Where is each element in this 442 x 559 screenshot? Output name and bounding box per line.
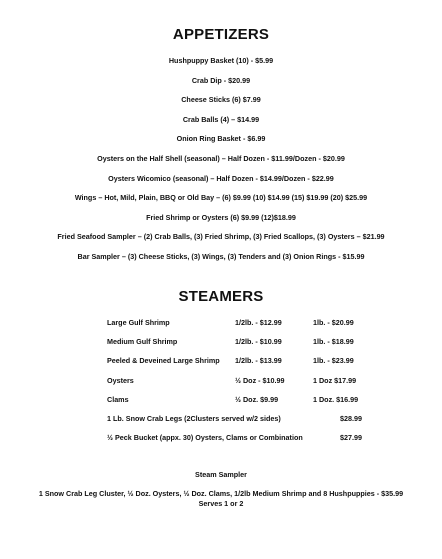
- steamer-half-price: 1/2lb. - $12.99: [235, 318, 282, 327]
- steamer-half-price: 1/2lb. - $10.99: [235, 337, 282, 346]
- steamer-row: [0, 356, 442, 368]
- appetizer-item: Bar Sampler – (3) Cheese Sticks, (3) Wings, (3) Tenders and (3) Onion Rings - $15.99: [77, 252, 365, 261]
- steamer-name: Clams: [107, 395, 129, 404]
- steamer-price: $28.99: [340, 414, 362, 423]
- steamer-name: Oysters: [107, 376, 134, 385]
- steamer-name: Large Gulf Shrimp: [107, 318, 170, 327]
- steamer-name: Medium Gulf Shrimp: [107, 337, 178, 346]
- appetizer-item: Crab Balls (4) – $14.99: [182, 115, 260, 124]
- steam-sampler-title: Steam Sampler: [195, 470, 247, 479]
- appetizer-item: Onion Ring Basket - $6.99: [176, 134, 266, 143]
- appetizer-item: Fried Shrimp or Oysters (6) $9.99 (12)$18.99: [146, 213, 296, 222]
- appetizer-item: Crab Dip - $20.99: [191, 76, 251, 85]
- appetizer-item: Hushpuppy Basket (10) - $5.99: [168, 56, 274, 65]
- steamer-row: [0, 414, 442, 426]
- steamer-name: 1 Lb. Snow Crab Legs (2Clusters served w/2 sides): [107, 414, 281, 423]
- steamer-price: $27.99: [340, 433, 362, 442]
- steamer-name: Peeled & Deveined Large Shrimp: [107, 356, 220, 365]
- appetizer-item: Wings – Hot, Mild, Plain, BBQ or Old Bay – (6) $9.99 (10) $14.99 (15) $19.99 (20) $25.99: [74, 193, 368, 202]
- steamer-row: [0, 337, 442, 349]
- steamer-full-price: 1lb. - $23.99: [313, 356, 354, 365]
- appetizer-item: Cheese Sticks (6) $7.99: [181, 95, 261, 104]
- steamers-title: STEAMERS: [178, 288, 264, 305]
- steamer-half-price: ½ Doz - $10.99: [235, 376, 285, 385]
- steamer-row: [0, 376, 442, 388]
- appetizer-item: Oysters on the Half Shell (seasonal) – Half Dozen - $11.99/Dozen - $20.99: [97, 154, 345, 163]
- steamer-row: [0, 318, 442, 330]
- steamer-full-price: 1lb. - $20.99: [313, 318, 354, 327]
- steam-sampler-description: 1 Snow Crab Leg Cluster, ½ Doz. Oysters, ½ Doz. Clams, 1/2lb Medium Shrimp and 8 Hushpuppies - $35.99: [38, 489, 404, 498]
- appetizer-item: Fried Seafood Sampler – (2) Crab Balls, (3) Fried Shrimp, (3) Fried Scallops, (3) Oysters – $21.99: [57, 232, 385, 241]
- steamer-full-price: 1 Doz. $16.99: [313, 395, 359, 404]
- steamer-half-price: 1/2lb. - $13.99: [235, 356, 282, 365]
- steamer-row: [0, 433, 442, 445]
- steamer-half-price: ½ Doz. $9.99: [235, 395, 279, 404]
- steamer-full-price: 1lb. - $18.99: [313, 337, 354, 346]
- steamer-name: ½ Peck Bucket (appx. 30) Oysters, Clams or Combination: [107, 433, 303, 442]
- steamer-full-price: 1 Doz $17.99: [313, 376, 357, 385]
- appetizers-title: APPETIZERS: [172, 26, 270, 43]
- appetizer-item: Oysters Wicomico (seasonal) – Half Dozen - $14.99/Dozen - $22.99: [108, 174, 334, 183]
- steam-sampler-serves: Serves 1 or 2: [198, 499, 244, 508]
- steamer-row: [0, 395, 442, 407]
